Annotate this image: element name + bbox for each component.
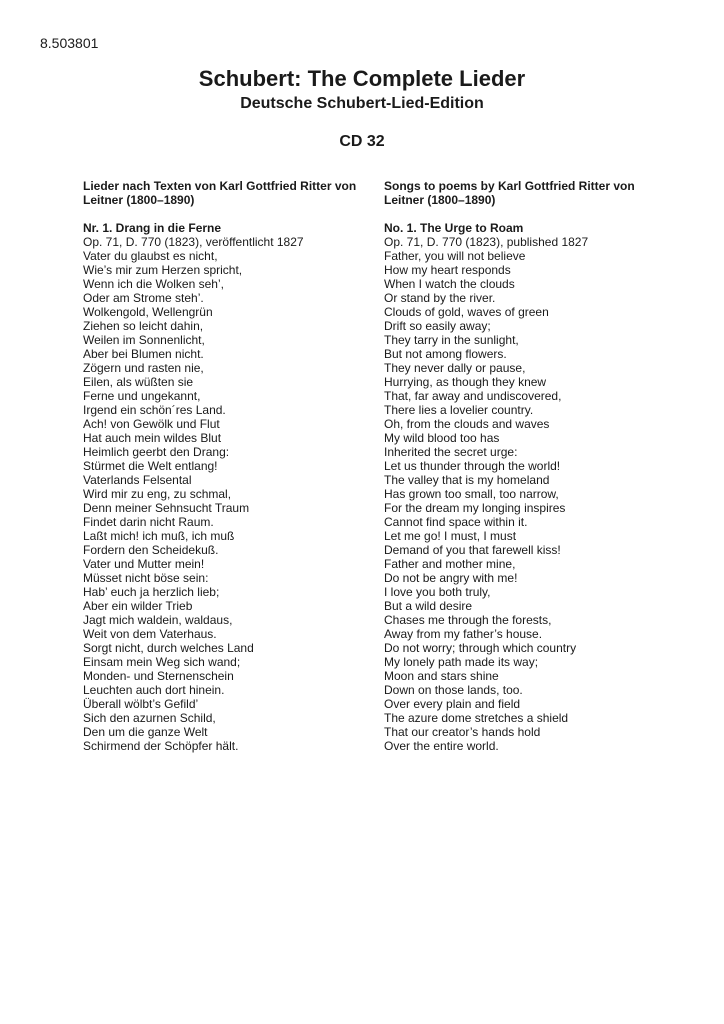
german-song-info: Op. 71, D. 770 (1823), veröffentlicht 1827 — [83, 235, 304, 249]
german-stanza-line: Müsset nicht böse sein: — [83, 571, 209, 585]
german-stanza-line: Weilen im Sonnenlicht, — [83, 333, 205, 347]
english-stanza-line: My lonely path made its way; — [384, 655, 539, 669]
german-stanza-line: Aber bei Blumen nicht. — [83, 347, 204, 361]
german-stanza-line: Monden- und Sternenschein — [83, 669, 234, 683]
english-stanza-line: For the dream my longing inspires — [384, 501, 566, 515]
english-stanzas — [384, 249, 684, 753]
german-stanza-line: Fordern den Scheidekuß. — [83, 543, 219, 557]
german-stanza — [83, 529, 373, 585]
english-stanza — [384, 529, 684, 585]
english-stanza-line: Inherited the secret urge: — [384, 445, 518, 459]
german-stanza-line: Laßt mich! ich muß, ich muß — [83, 529, 235, 543]
german-heading-line2: Leitner (1800–1890) — [83, 193, 195, 207]
german-stanza — [83, 641, 373, 697]
english-stanza-line: Let us thunder through the world! — [384, 459, 561, 473]
german-stanza-line: Ach! von Gewölk und Flut — [83, 417, 220, 431]
german-stanza-line: Vaterlands Felsental — [83, 473, 192, 487]
catalog-number: 8.503801 — [40, 35, 99, 51]
english-stanza-line: Father, you will not believe — [384, 249, 526, 263]
english-stanza-line: My wild blood too has — [384, 431, 500, 445]
german-heading — [83, 179, 373, 207]
english-stanza-line: Or stand by the river. — [384, 291, 496, 305]
german-stanza-line: Denn meiner Sehnsucht Traum — [83, 501, 250, 515]
german-stanza-line: Findet darin nicht Raum. — [83, 515, 214, 529]
german-stanza-line: Weit von dem Vaterhaus. — [83, 627, 217, 641]
english-stanza-line: Cannot find space within it. — [384, 515, 528, 529]
english-stanza-line: The valley that is my homeland — [384, 473, 550, 487]
german-stanza-line: Heimlich geerbt den Drang: — [83, 445, 230, 459]
english-stanza — [384, 641, 684, 697]
english-stanza-line: The azure dome stretches a shield — [384, 711, 569, 725]
german-stanza-line: Jagt mich waldein, waldaus, — [83, 613, 233, 627]
german-stanza — [83, 249, 373, 305]
english-stanza-line: Down on those lands, too. — [384, 683, 523, 697]
german-stanza-line: Ferne und ungekannt, — [83, 389, 201, 403]
english-stanza-line: Clouds of gold, waves of green — [384, 305, 549, 319]
english-heading-line2: Leitner (1800–1890) — [384, 193, 496, 207]
english-stanza-line: But a wild desire — [384, 599, 473, 613]
german-stanza-line: Wie’s mir zum Herzen spricht, — [83, 263, 243, 277]
german-stanza — [83, 585, 373, 641]
english-stanza-line: Moon and stars shine — [384, 669, 499, 683]
english-song-info: Op. 71, D. 770 (1823), published 1827 — [384, 235, 589, 249]
german-stanza — [83, 697, 373, 753]
german-stanza — [83, 305, 373, 361]
german-stanza-line: Überall wölbt’s Gefild’ — [83, 697, 199, 711]
english-stanza — [384, 361, 684, 417]
english-stanza-line: Over the entire world. — [384, 739, 499, 753]
german-stanza-line: Wolkengold, Wellengrün — [83, 305, 213, 319]
english-stanza — [384, 417, 684, 473]
german-song-title: Nr. 1. Drang in die Ferne — [83, 221, 222, 235]
page-title: Schubert: The Complete Lieder — [198, 66, 526, 91]
german-stanza-line: Zögern und rasten nie, — [83, 361, 204, 375]
english-stanza-line: Oh, from the clouds and waves — [384, 417, 550, 431]
english-stanza-line: Hurrying, as though they knew — [384, 375, 547, 389]
english-stanza — [384, 305, 684, 361]
german-stanza-line: Stürmet die Welt entlang! — [83, 459, 218, 473]
english-stanza-line: Father and mother mine, — [384, 557, 516, 571]
english-stanza-line: Away from my father’s house. — [384, 627, 543, 641]
german-stanza-line: Aber ein wilder Trieb — [83, 599, 193, 613]
english-stanza — [384, 473, 684, 529]
german-stanza-line: Ziehen so leicht dahin, — [83, 319, 204, 333]
english-stanza-line: They tarry in the sunlight, — [384, 333, 519, 347]
german-stanza-line: Wird mir zu eng, zu schmal, — [83, 487, 232, 501]
german-stanzas — [83, 249, 373, 753]
english-stanza-line: Demand of you that farewell kiss! — [384, 543, 561, 557]
english-stanza-line: Drift so easily away; — [384, 319, 491, 333]
german-stanza-line: Einsam mein Weg sich wand; — [83, 655, 241, 669]
german-stanza — [83, 361, 373, 417]
english-stanza-line: That, far away and undiscovered, — [384, 389, 562, 403]
german-stanza-line: Den um die ganze Welt — [83, 725, 208, 739]
english-stanza-line: When I watch the clouds — [384, 277, 515, 291]
german-stanza-line: Irgend ein schön´res Land. — [83, 403, 226, 417]
german-stanza-line: Oder am Strome steh’. — [83, 291, 204, 305]
english-stanza — [384, 697, 684, 753]
english-stanza-line: Do not be angry with me! — [384, 571, 518, 585]
german-stanza — [83, 417, 373, 473]
german-stanza-line: Hab’ euch ja herzlich lieb; — [83, 585, 220, 599]
german-stanza-line: Sich den azurnen Schild, — [83, 711, 216, 725]
english-stanza-line: Let me go! I must, I must — [384, 529, 517, 543]
cd-label: CD 32 — [339, 133, 385, 150]
german-song-header — [83, 221, 373, 249]
german-stanza-line: Eilen, als wüßten sie — [83, 375, 194, 389]
english-stanza — [384, 249, 684, 305]
english-stanza-line: Chases me through the forests, — [384, 613, 552, 627]
english-song-header — [384, 221, 684, 249]
german-stanza-line: Leuchten auch dort hinein. — [83, 683, 225, 697]
english-stanza-line: Over every plain and field — [384, 697, 521, 711]
german-stanza — [83, 473, 373, 529]
english-stanza-line: Has grown too small, too narrow, — [384, 487, 559, 501]
english-song-title: No. 1. The Urge to Roam — [384, 221, 524, 235]
english-stanza-line: How my heart responds — [384, 263, 511, 277]
german-stanza-line: Sorgt nicht, durch welches Land — [83, 641, 254, 655]
german-heading-line1: Lieder nach Texten von Karl Gottfried Ritter von — [83, 179, 357, 193]
english-stanza-line: There lies a lovelier country. — [384, 403, 534, 417]
english-heading-line1: Songs to poems by Karl Gottfried Ritter von — [384, 179, 635, 193]
english-stanza-line: They never dally or pause, — [384, 361, 526, 375]
english-stanza-line: But not among flowers. — [384, 347, 507, 361]
german-stanza-line: Vater du glaubst es nicht, — [83, 249, 218, 263]
english-stanza-line: Do not worry; through which country — [384, 641, 577, 655]
german-stanza-line: Vater und Mutter mein! — [83, 557, 205, 571]
german-stanza-line: Schirmend der Schöpfer hält. — [83, 739, 239, 753]
english-stanza-line: I love you both truly, — [384, 585, 491, 599]
english-stanza — [384, 585, 684, 641]
page-subtitle: Deutsche Schubert-Lied-Edition — [240, 95, 484, 112]
english-heading — [384, 179, 684, 207]
german-stanza-line: Wenn ich die Wolken seh’, — [83, 277, 224, 291]
english-stanza-line: That our creator’s hands hold — [384, 725, 541, 739]
english-column — [384, 179, 684, 753]
german-stanza-line: Hat auch mein wildes Blut — [83, 431, 222, 445]
german-column — [83, 179, 373, 753]
